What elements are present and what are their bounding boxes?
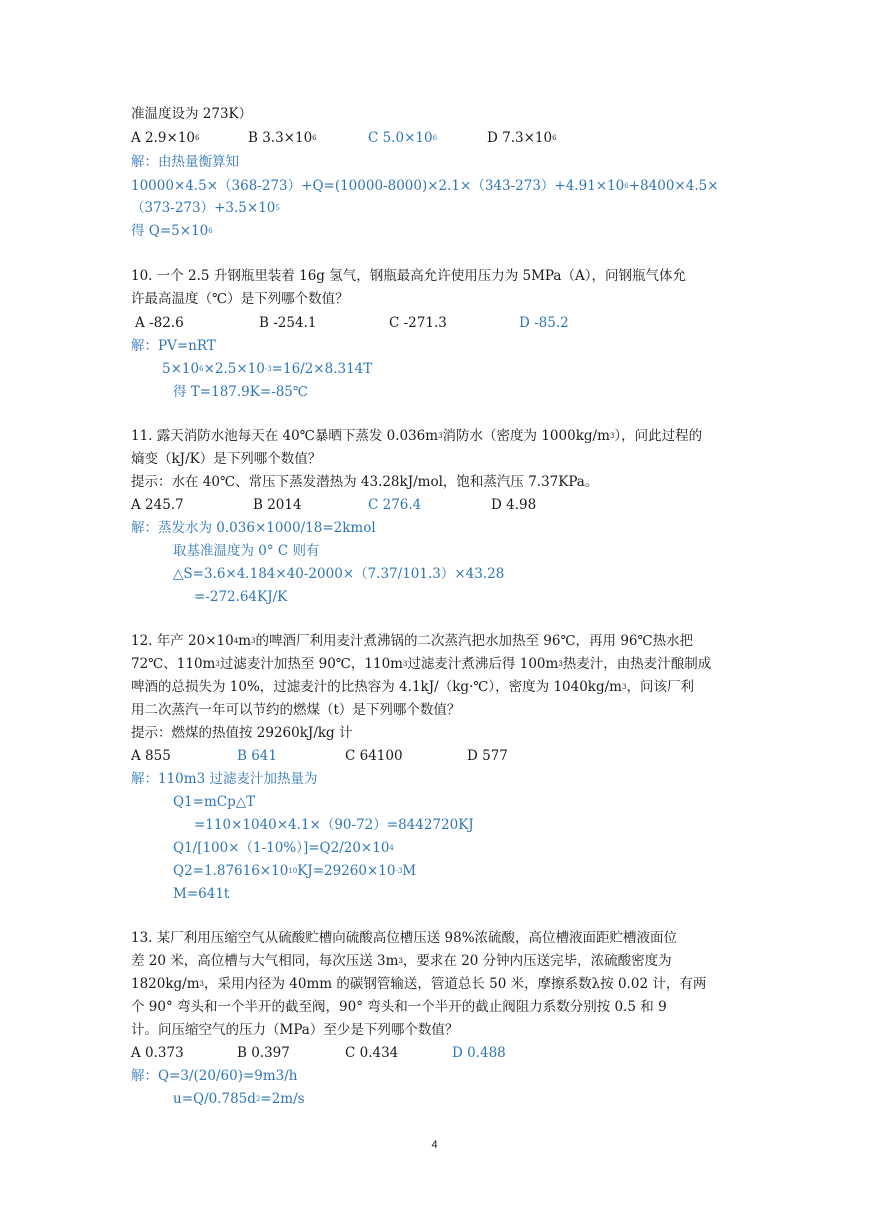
q11-hint: 提示：水在 40℃、常压下蒸发潜热为 43.28kJ/mol，饱和蒸汽压 7.37KPa。 [131, 474, 599, 490]
q11-option-c: C 276.4 [368, 497, 422, 513]
q12-solution-line-3: =110×1040×4.1×（90-72）=8442720KJ [194, 817, 474, 833]
q13-option-c: C 0.434 [345, 1045, 399, 1061]
q13-question-line-2: 差 20 米，高位槽与大气相同，每次压送 $3m^3$，要求在 20 分钟内压送完毕，浓硫酸密度为 [131, 953, 672, 969]
q9-continuation [131, 105, 252, 123]
q13-question-line-3: $1820kg/m^3$，采用内径为 40mm 的碳钢管输送，管道总长 50 米，摩擦系数λ按 0.02 计，有两 [131, 976, 707, 992]
q9-option-b: B $3.3\times 10^6$ [248, 130, 317, 146]
q12-option-a: A 855 [131, 748, 171, 764]
q10-option-d: D -85.2 [519, 315, 569, 331]
q13-option-a: A 0.373 [131, 1045, 184, 1061]
q11-solution-line-3: △S=3.6×4.184×40-2000×（7.37/101.3）×43.28 [173, 566, 505, 582]
q10-question-line-1: 10. 一个 2.5 升钢瓶里装着 16g 氢气，钢瓶最高允许使用压力为 5MPa（A），问钢瓶气体允 [131, 268, 686, 284]
q12-solution-line-4: $Q1/[100\times(1-10\%)]=Q2/20\times 10^4$ [173, 840, 394, 856]
q9-solution-line-2: $(373-273)+3.5\times 10^5$ [131, 200, 280, 216]
q13-question-line-5: 计。问压缩空气的压力（MPa）至少是下列哪个数值？ [131, 1022, 459, 1038]
q13-question-line-4: 个 90° 弯头和一个半开的截至阀，90° 弯头和一个半开的截止阀阻力系数分别按 0.5 和 9 [131, 999, 667, 1015]
q11-solution-line-4: =-272.64KJ/K [194, 589, 288, 605]
q10-solution-line-3: 得 T=187.9K=-85℃ [173, 384, 308, 400]
q10-option-a: A -82.6 [135, 315, 184, 331]
q11-solution-line-1: 解：蒸发水为 0.036×1000/18=2kmol [131, 520, 376, 536]
q11-option-b: B 2014 [253, 497, 302, 513]
q10-solution-line-1: 解：PV=nRT [131, 338, 216, 354]
q11-question-line-2: 熵变（kJ/K）是下列哪个数值？ [131, 451, 322, 467]
q12-option-c: C 64100 [345, 748, 403, 764]
q10-option-b: B -254.1 [259, 315, 317, 331]
q13-solution-line-2: $u=Q/0.785d^2=2m/s$ [173, 1091, 305, 1107]
q13-question-line-1: 13. 某厂利用压缩空气从硫酸贮槽向硫酸高位槽压送 98%浓硫酸，高位槽液面距贮槽液面位 [131, 930, 678, 946]
q9-option-c: C $5.0\times 10^6$ [368, 130, 438, 146]
q11-option-a: A 245.7 [131, 497, 184, 513]
q12-solution-line-1: 解：110m3 过滤麦汁加热量为 [131, 771, 318, 787]
q9-solution-line-1: $10000\times 4.5\times(368-273)+Q=(10000-8000)\times 2.1\times(343-273)+4.91\times 10^6+8400\times 4.5\times$ [131, 178, 719, 194]
q12-option-d: D 577 [467, 748, 508, 764]
q12-question-line-1: 12. 年产 $20\times 10^4m^3$的啤酒厂利用麦汁煮沸锅的二次蒸汽把水加热至 96℃，再用 96℃热水把 [131, 633, 694, 649]
q11-option-d: D 4.98 [491, 497, 537, 513]
q12-solution-line-6: M=641t [173, 886, 230, 902]
q13-option-d: D 0.488 [452, 1045, 506, 1061]
q9-option-d: D $7.3\times 10^6$ [487, 130, 557, 146]
q9-option-a: A $2.9\times 10^6$ [131, 130, 200, 146]
q12-option-b: B 641 [237, 748, 277, 764]
q12-solution-line-2: Q1=mCp△T [173, 794, 256, 810]
q12-question-line-2: 72℃、$110m^3$过滤麦汁加热至 90℃，$110m^3$过滤麦汁煮沸后得 $100m^3$热麦汁，由热麦汁酿制成 [131, 656, 712, 672]
q10-option-c: C -271.3 [389, 315, 447, 331]
q13-option-b: B 0.397 [237, 1045, 290, 1061]
q10-solution-line-2: $5\times 10^6\times 2.5\times 10^{-3}=16/2\times 8.314T$ [162, 361, 373, 377]
q12-hint: 提示：燃煤的热值按 29260kJ/kg 计 [131, 725, 353, 741]
q9-continuation-text: 准温度设为 273K） [131, 106, 253, 122]
q10-question-line-2: 许最高温度（℃）是下列哪个数值？ [131, 291, 349, 307]
page-number: 4 [431, 1139, 438, 1151]
q12-question-line-3: 啤酒的总损失为 10%，过滤麦汁的比热容为 4.1kJ/（kg·℃），密度为 $1040kg/m^3$，问该厂利 [131, 679, 694, 695]
q11-solution-line-2: 取基准温度为 0° C 则有 [173, 543, 320, 559]
q9-solution-line-3: 得 $Q=5\times 10^6$ [131, 223, 213, 239]
q9-solution-heading: 解：由热量衡算知 [131, 154, 239, 170]
q12-solution-line-5: $Q2=1.87616\times 10^{10}KJ=29260\times 10^{-3}M$ [173, 863, 417, 879]
q11-question-line-1: 11. 露天消防水池每天在 40℃暴晒下蒸发 $0.036m^3$消防水（密度为 $1000kg/m^3$），问此过程的 [131, 428, 703, 444]
q13-solution-line-1: 解：Q=3/(20/60)=9m3/h [131, 1068, 298, 1084]
q12-question-line-4: 用二次蒸汽一年可以节约的燃煤（t）是下列哪个数值？ [131, 702, 461, 718]
